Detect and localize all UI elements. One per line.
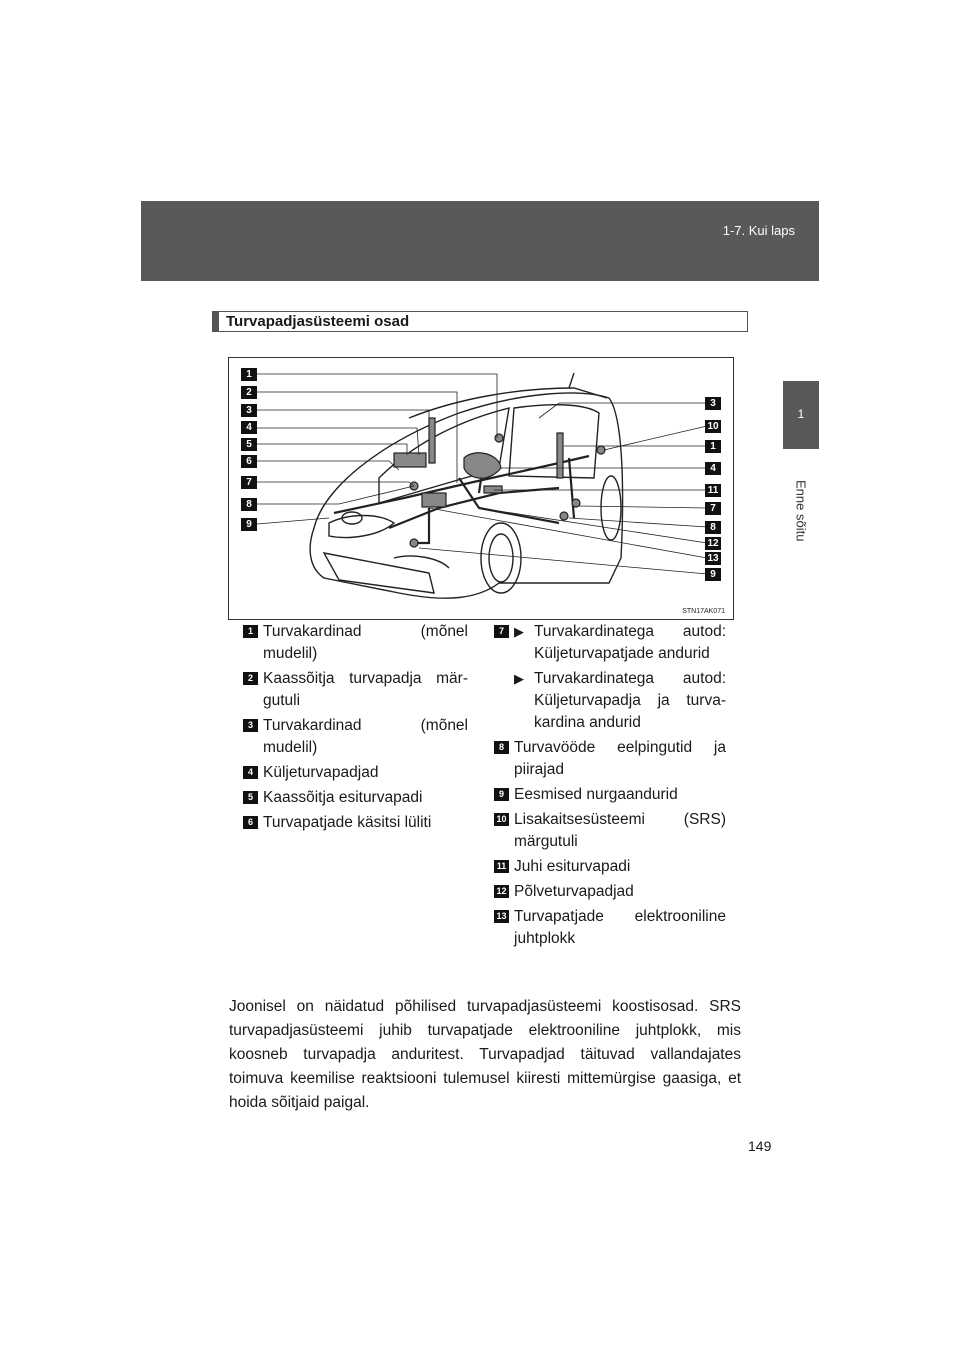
- legend-number: 9: [494, 788, 509, 801]
- chapter-tab-label: Enne sõitu: [793, 480, 809, 542]
- legend-item: [243, 621, 468, 665]
- legend-item: [243, 715, 468, 759]
- legend-text: Lisakaitsesüsteemi (SRS) märgutuli: [514, 811, 726, 850]
- body-paragraph: Joonisel on näidatud põhilised turvapadjasüsteemi koostisosad. SRS turvapadjasüsteemi juhib turvapatjade elektrooniline juhtplokk, mis koosneb turvapadja anduritest. Turvapadjad täituvad vallandajates toimuva keemilise reaktsiooni tulemusel kiiresti mittemürgise gaasiga, et hoida sõitjaid paigal.: [229, 998, 741, 1111]
- legend-item: [243, 762, 468, 784]
- legend-item: [494, 809, 726, 853]
- callout-right-9: 9: [705, 568, 721, 581]
- legend-text: Juhi esiturvapadi: [514, 858, 631, 875]
- figure-code: STN17AK071: [682, 608, 725, 615]
- callout-left-6: 6: [241, 455, 257, 468]
- legend-number: 7: [494, 625, 509, 638]
- legend-item: [494, 856, 726, 878]
- legend-item: [494, 906, 726, 950]
- chapter-tab-label-wrap: [780, 456, 822, 566]
- legend-number: 12: [494, 885, 509, 898]
- callout-right-8: 8: [705, 521, 721, 534]
- triangle-bullet-icon: ▶: [514, 624, 524, 639]
- legend-text: Kaassõitja esiturvapadi: [263, 789, 423, 806]
- legend-text: Turvapatjade käsitsi lüliti: [263, 814, 432, 831]
- callout-left-2: 2: [241, 386, 257, 399]
- legend-item-7: [494, 621, 726, 734]
- callout-left-5: 5: [241, 438, 257, 451]
- callout-left-9: 9: [241, 518, 257, 531]
- legend-text: Turvakardinad (mõnel mudelil): [263, 623, 468, 662]
- callout-left-3: 3: [241, 404, 257, 417]
- callout-right-13: 13: [705, 552, 721, 565]
- callout-right-12: 12: [705, 537, 721, 550]
- callout-right-11: 11: [705, 484, 721, 497]
- legend-number: 10: [494, 813, 509, 826]
- legend-number: 11: [494, 860, 509, 873]
- legend-text: Turvakardinatega autod: Küljeturvapadja ja turvakardina andurid: [534, 670, 726, 731]
- car-illustration: [229, 358, 735, 621]
- legend-text: Turvapatjade elektrooniline juhtplokk: [514, 908, 726, 947]
- legend-right: [494, 621, 726, 953]
- legend-number: 4: [243, 766, 258, 779]
- legend-number: 6: [243, 816, 258, 829]
- callout-left-1: 1: [241, 368, 257, 381]
- callout-right-3: 3: [705, 397, 721, 410]
- legend-item: [243, 668, 468, 712]
- legend-number: 8: [494, 741, 509, 754]
- legend-text: Turvavööde eelpingutid ja piirajad: [514, 739, 726, 778]
- callout-right-10: 10: [705, 420, 721, 433]
- chapter-title: 1-7. Kui laps: [722, 223, 795, 238]
- chapter-tab-number: 1: [783, 381, 819, 449]
- chapter-header: [141, 201, 819, 281]
- legend-item: [243, 812, 468, 834]
- legend-left: [243, 621, 468, 837]
- legend-number: 2: [243, 672, 258, 685]
- legend-number: 3: [243, 719, 258, 732]
- callout-left-8: 8: [241, 498, 257, 511]
- callout-left-4: 4: [241, 421, 257, 434]
- legend-text: Küljeturvapadjad: [263, 764, 379, 781]
- legend-number: 5: [243, 791, 258, 804]
- legend-item: [243, 787, 468, 809]
- legend-text: Turvakardinatega autod: Küljeturvapatjade andurid: [534, 623, 726, 662]
- legend-text: Turvakardinad (mõnel mudelil): [263, 717, 468, 756]
- callout-left-7: 7: [241, 476, 257, 489]
- page-number: 149: [748, 1138, 772, 1154]
- legend-text: Kaassõitja turvapadja märgutuli: [263, 670, 468, 709]
- legend-number: 13: [494, 910, 509, 923]
- legend-subitem: [514, 668, 726, 734]
- callout-right-1: 1: [705, 440, 721, 453]
- legend-item: [494, 737, 726, 781]
- legend-subitem: [514, 621, 726, 665]
- legend-item: [494, 784, 726, 806]
- airbag-diagram: [228, 357, 734, 620]
- legend-text: Põlveturvapadjad: [514, 883, 634, 900]
- callout-right-7: 7: [705, 502, 721, 515]
- legend-item: [494, 881, 726, 903]
- legend-number: 1: [243, 625, 258, 638]
- triangle-bullet-icon: ▶: [514, 671, 524, 686]
- section-title: Turvapadjasüsteemi osad: [212, 311, 748, 332]
- legend-text: Eesmised nurgaandurid: [514, 786, 678, 803]
- callout-right-4: 4: [705, 462, 721, 475]
